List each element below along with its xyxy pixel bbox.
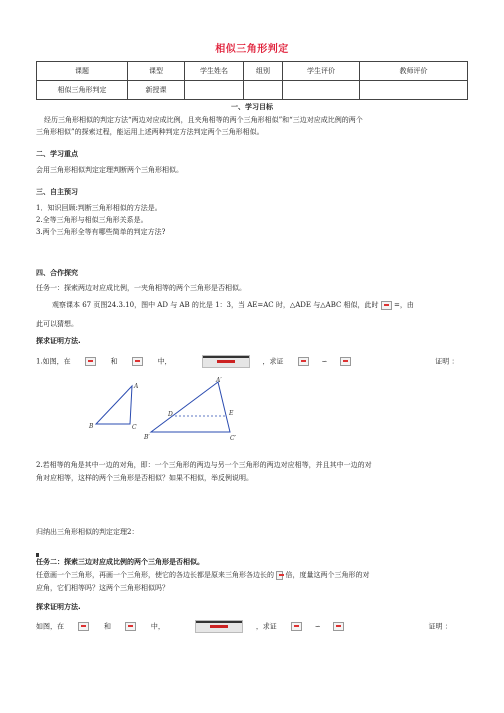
task2-text-b: 倍，度量这两个三角形的对 (285, 571, 370, 579)
task-2-line-1 (36, 570, 369, 581)
preview-item-3: 3.两个三角形全等有哪些简单的判定方法? (36, 228, 166, 236)
table-cell (185, 81, 244, 100)
q3-and: 和 (103, 622, 111, 631)
formula-image-icon (333, 622, 344, 631)
similar-triangles-figure (80, 376, 250, 446)
task-1-text: 任务一：探索两边对应成比例，一夹角相等的两个三角形是否相似。 (36, 284, 246, 292)
formula-image-icon (132, 357, 143, 366)
section-heading-explore: 四、合作探究 (36, 269, 78, 277)
table-header-row (37, 62, 468, 81)
label-a: A (134, 383, 139, 390)
formula-image-icon (340, 357, 351, 366)
info-table (36, 61, 468, 100)
formula-image-icon (125, 622, 136, 631)
formula-image-icon (291, 622, 302, 631)
table-row (37, 81, 468, 100)
label-c: C (132, 424, 137, 431)
formula-image-icon (202, 355, 250, 368)
label-b: B (89, 423, 94, 430)
goals-text-line-1: 经历三角形相似的判定方法“两边对应成比例，且夹角相等的两个三角形相似”和“三边对应成比例的两个 (44, 116, 363, 124)
triangle-a2b2c2 (151, 382, 230, 432)
question-2-line-2: 角对应相等，这样的两个三角形是否相似？如果不相似，举反例说明。 (36, 474, 253, 482)
preview-item-1: 1．知识回顾:判断三角形相似的方法是。 (36, 204, 162, 212)
q1-sim: ∽ (321, 357, 328, 366)
task2-text-a: 任意画一个三角形，再画一个三角形，使它的各边长都是原来三角形各边长的 (36, 571, 274, 579)
table-cell (244, 81, 283, 100)
observe-text-c: 此可以猜想。 (36, 320, 78, 328)
formula-image-icon (298, 357, 309, 366)
observe-text-a: 观察课本 67 页图24.3.10，图中 AD 与 AB 的比是 1：3，当 AE=AC 时，△ADE 与△ABC 相似，此时 (52, 301, 379, 309)
table-cell (283, 81, 360, 100)
q1-and: 和 (110, 357, 118, 366)
table-cell: 学生姓名 (185, 62, 244, 81)
formula-image-icon (381, 301, 392, 310)
formula-image-icon (78, 622, 89, 631)
q1-prove: ，求证 (262, 357, 284, 366)
q3-sim: ∽ (314, 622, 321, 631)
summary-theorem-2: 归纳出三角形相似的判定定理2： (36, 528, 139, 536)
q1-mid: 中， (157, 357, 172, 366)
prove-heading-1: 探求证明方法. (36, 337, 81, 345)
key-points-text: 会用三角形相似判定定理判断两个三角形相似。 (36, 166, 183, 174)
formula-image-icon (85, 357, 96, 366)
table-cell: 课型 (128, 62, 185, 81)
observe-text-b: =，由 (394, 301, 414, 309)
page-title: 相似三角形判定 (215, 44, 289, 55)
label-d: D (168, 411, 173, 418)
task-2-text: 任务二：探索三边对应成比例的两个三角形是否相似。 (36, 557, 204, 566)
q3-proof: 证明 ： (428, 622, 452, 631)
observe-text (52, 300, 414, 311)
section-heading-goals: 一、学习目标 (231, 103, 273, 111)
prove-heading-2: 探求证明方法. (36, 603, 81, 611)
q3-prove: ，求证 (255, 622, 277, 631)
q1-text-a: 1.如图，在 (36, 357, 71, 366)
label-b-prime: B′ (144, 434, 150, 441)
task-2-line-2: 应角，它们相等吗？这两个三角形相似吗？ (36, 584, 169, 592)
label-c-prime: C′ (230, 435, 236, 442)
section-heading-preview: 三、自主预习 (36, 188, 78, 196)
q3-mid: 中， (150, 622, 165, 631)
triangle-abc (96, 386, 132, 424)
label-e: E (229, 410, 234, 417)
label-a-prime: A′ (216, 377, 222, 384)
table-cell: 课题 (37, 62, 128, 81)
table-cell: 学生评价 (283, 62, 360, 81)
formula-image-icon (276, 571, 283, 580)
question-1-line (36, 355, 458, 368)
preview-item-2: 2.全等三角形与相似三角形关系是。 (36, 216, 148, 224)
table-cell: 组别 (244, 62, 283, 81)
q3-text-a: 如图，在 (36, 622, 64, 631)
section-heading-key-points: 二、学习重点 (36, 150, 78, 158)
goals-text-line-2: 三角形相似”的探索过程，能运用上述两种判定方法判定两个三角形相似。 (36, 128, 264, 136)
table-cell: 新授课 (128, 81, 185, 100)
question-2-line-1: 2.若相等的角是其中一边的对角，即：一个三角形的两边与另一个三角形的两边对应相等，并且其中一边的对 (36, 461, 372, 469)
question-3-line (36, 620, 452, 633)
table-cell (360, 81, 468, 100)
q1-proof: 证明 ： (435, 357, 459, 366)
table-cell: 相似三角形判定 (37, 81, 128, 100)
table-cell: 教师评价 (360, 62, 468, 81)
formula-image-icon (195, 620, 243, 633)
